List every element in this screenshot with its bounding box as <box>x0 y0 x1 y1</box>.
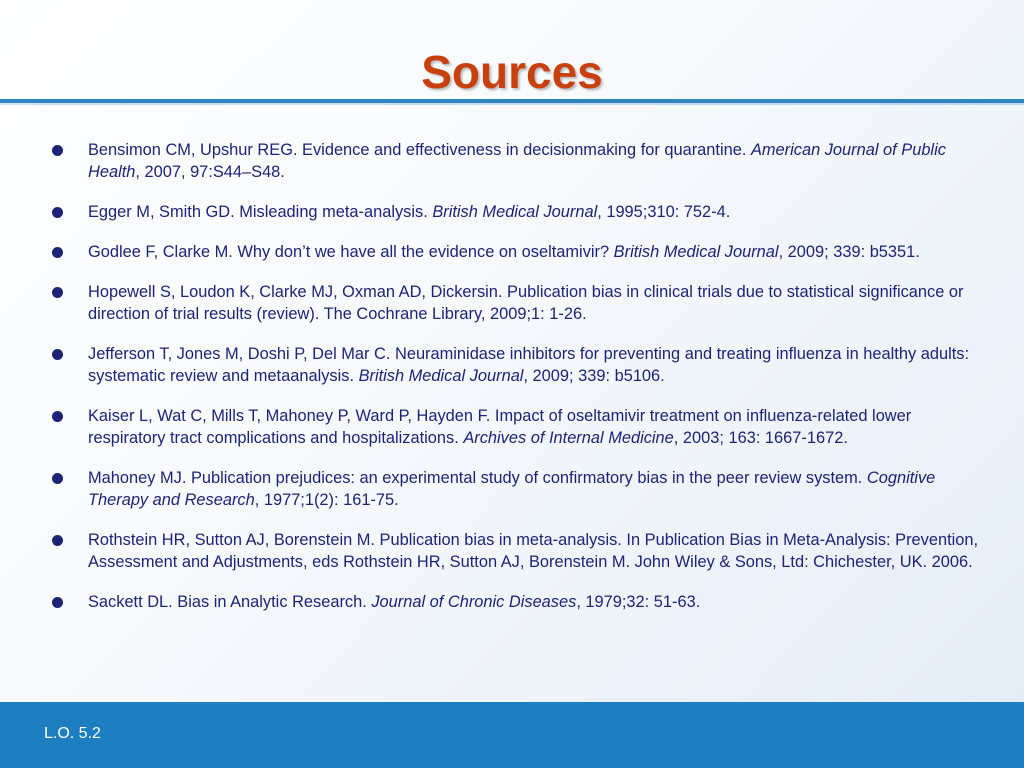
bullet-dot-icon <box>52 247 63 258</box>
reference-text: Sackett DL. Bias in Analytic Research. <box>88 593 372 611</box>
reference-item <box>0 343 1024 387</box>
reference-item <box>0 591 1024 613</box>
reference-journal: British Medical Journal <box>613 243 779 261</box>
reference-item <box>0 467 1024 511</box>
reference-details: , 1979;32: 51-63. <box>576 593 701 611</box>
bullet-dot-icon <box>52 411 63 422</box>
bullet-dot-icon <box>52 145 63 156</box>
reference-journal: British Medical Journal <box>432 203 598 221</box>
reference-journal: Cognitive Therapy and Research <box>88 469 936 509</box>
reference-item <box>0 139 1024 183</box>
bullet-dot-icon <box>52 597 63 608</box>
footer-label: L.O. 5.2 <box>44 725 101 742</box>
reference-details: , 1995;310: 752-4. <box>597 203 731 221</box>
reference-list <box>0 139 1024 631</box>
reference-text: Egger M, Smith GD. Misleading meta-analysis. <box>88 203 433 221</box>
reference-details: , 2003; 163: 1667-1672. <box>673 429 848 447</box>
reference-text: Rothstein HR, Sutton AJ, Borenstein M. Publication bias in meta-analysis. In Publication Bias in Meta-Analysis: Prevention, Assessment and Adjustments, eds Rothstein HR, Sutton AJ, Borenstein M. John Wiley & Sons, Ltd: Chichester, UK. 2006. <box>88 531 979 571</box>
reference-text: Hopewell S, Loudon K, Clarke MJ, Oxman AD, Dickersin. Publication bias in clinical trials due to statistical significance or direction of trial results (review). The Cochrane Library, 2009;1: 1-26. <box>88 283 964 323</box>
page-title: Sources <box>421 46 603 98</box>
reference-text: Jefferson T, Jones M, Doshi P, Del Mar C. Neuraminidase inhibitors for preventing and treating influenza in healthy adults: systematic review and metaanalysis. <box>88 345 970 385</box>
reference-journal: Journal of Chronic Diseases <box>371 593 577 611</box>
reference-text: Kaiser L, Wat C, Mills T, Mahoney P, Ward P, Hayden F. Impact of oseltamivir treatment on influenza-related lower respiratory tract complications and hospitalizations. <box>88 407 912 447</box>
reference-item <box>0 405 1024 449</box>
reference-text: Godlee F, Clarke M. Why don’t we have all the evidence on oseltamivir? <box>88 243 614 261</box>
reference-journal: Archives of Internal Medicine <box>463 429 674 447</box>
bullet-dot-icon <box>52 349 63 360</box>
footer-bar <box>0 702 1024 768</box>
title-divider-shadow <box>0 103 1024 105</box>
bullet-dot-icon <box>52 473 63 484</box>
reference-details: , 2009; 339: b5351. <box>778 243 920 261</box>
reference-item <box>0 241 1024 263</box>
reference-details: , 2009; 339: b5106. <box>523 367 665 385</box>
reference-item <box>0 201 1024 223</box>
reference-journal: British Medical Journal <box>358 367 524 385</box>
reference-details: , 2007, 97:S44–S48. <box>135 163 285 181</box>
reference-text: Mahoney MJ. Publication prejudices: an experimental study of confirmatory bias in the peer review system. <box>88 469 867 487</box>
reference-journal: American Journal of Public Health <box>88 141 946 181</box>
bullet-dot-icon <box>52 535 63 546</box>
bullet-dot-icon <box>52 207 63 218</box>
bullet-dot-icon <box>52 287 63 298</box>
reference-item <box>0 529 1024 573</box>
reference-text: Bensimon CM, Upshur REG. Evidence and effectiveness in decisionmaking for quarantine. <box>88 141 751 159</box>
reference-details: , 1977;1(2): 161-75. <box>254 491 399 509</box>
reference-item <box>0 281 1024 325</box>
